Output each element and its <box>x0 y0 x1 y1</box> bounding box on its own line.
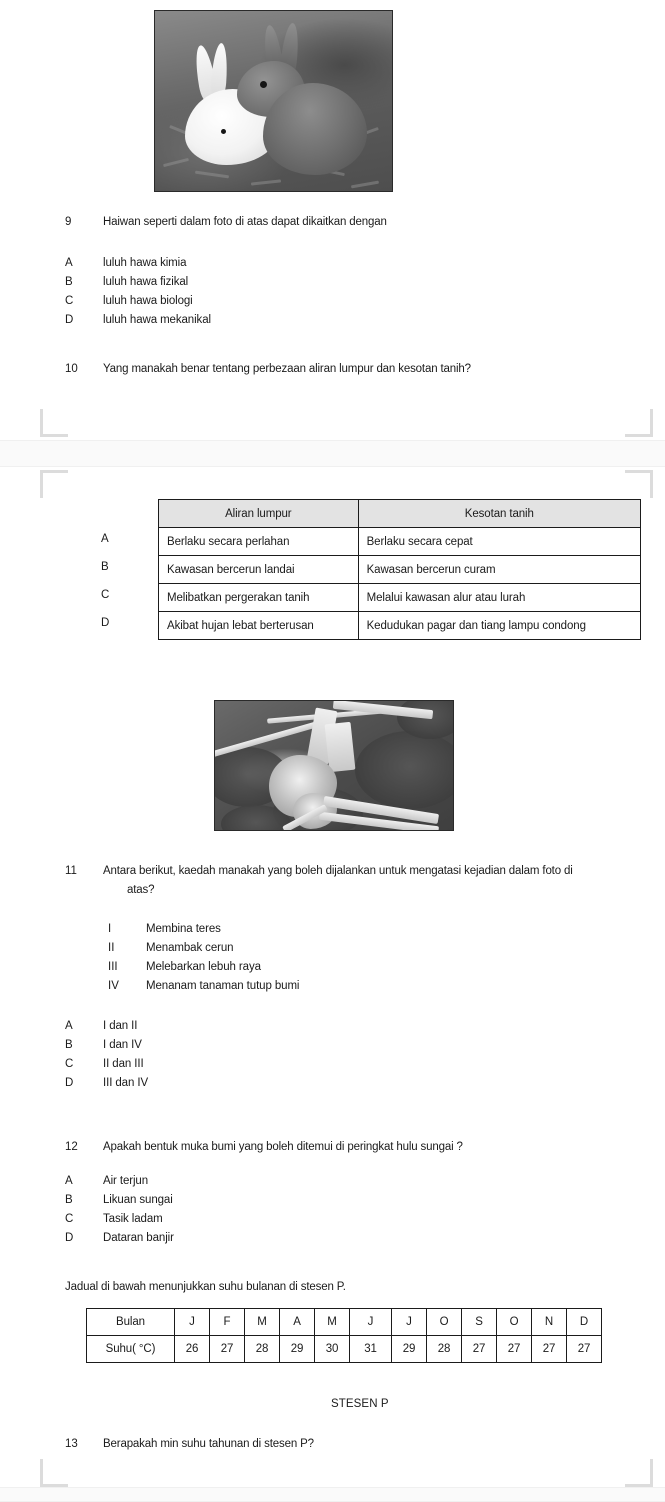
q12-option-C-letter: C <box>65 1213 74 1225</box>
cell-D-kesotan: Kedudukan pagar dan tiang lampu condong <box>358 612 640 640</box>
row-header-suhu: Suhu( °C) <box>87 1336 175 1363</box>
q10-row-label-C: C <box>101 589 110 601</box>
question-9-stem: Haiwan seperti dalam foto di atas dapat dikaitkan dengan <box>103 216 387 228</box>
table-row[interactable] <box>159 556 641 584</box>
temp-cell-4: 29 <box>280 1336 315 1363</box>
q11-statement-II-text: Menambak cerun <box>146 942 234 954</box>
cell-D-aliran: Akibat hujan lebat berterusan <box>159 612 359 640</box>
temp-cell-10: 27 <box>497 1336 532 1363</box>
q9-option-A-text[interactable]: luluh hawa kimia <box>103 257 187 269</box>
q11-option-D-letter: D <box>65 1077 74 1089</box>
q9-option-C-text[interactable]: luluh hawa biologi <box>103 295 193 307</box>
document-page-1 <box>0 0 665 440</box>
q12-option-B-letter: B <box>65 1194 73 1206</box>
page-break-gap-2 <box>0 1487 665 1502</box>
question-11-number: 11 <box>65 865 77 877</box>
q10-row-label-A: A <box>101 533 109 545</box>
q10-row-label-D: D <box>101 617 110 629</box>
q11-option-B-text[interactable]: I dan IV <box>103 1039 142 1051</box>
stesen-p-caption: STESEN P <box>331 1398 389 1410</box>
page-2-crop-mark-top-right <box>625 470 653 498</box>
table-row[interactable] <box>159 584 641 612</box>
q9-option-A-letter: A <box>65 257 73 269</box>
question-11-stem-line-1: Antara berikut, kaedah manakah yang boleh dijalankan untuk mengatasi kejadian dalam foto di <box>103 865 573 877</box>
q11-statement-IV-numeral: IV <box>108 980 119 992</box>
cell-C-kesotan: Melalui kawasan alur atau lurah <box>358 584 640 612</box>
q12-option-C-text[interactable]: Tasik ladam <box>103 1213 163 1225</box>
temp-cell-2: 27 <box>210 1336 245 1363</box>
q11-statement-III-numeral: III <box>108 961 118 973</box>
temp-cell-6: 31 <box>350 1336 392 1363</box>
page-1-crop-mark-bottom-left <box>40 409 68 437</box>
cell-C-aliran: Melibatkan pergerakan tanih <box>159 584 359 612</box>
month-cell-2: F <box>210 1309 245 1336</box>
q11-statement-III-text: Melebarkan lebuh raya <box>146 961 261 973</box>
page-break-gap-1 <box>0 440 665 467</box>
landslide-highway-photo <box>214 700 454 831</box>
question-12-stem: Apakah bentuk muka bumi yang boleh ditemui di peringkat hulu sungai ? <box>103 1141 463 1153</box>
table-row[interactable] <box>159 612 641 640</box>
question-11-stem-line-2: atas? <box>127 884 155 896</box>
month-cell-12: D <box>567 1309 602 1336</box>
page-2-crop-mark-bottom-right <box>625 1459 653 1487</box>
q11-statement-IV-text: Menanam tanaman tutup bumi <box>146 980 300 992</box>
page-2-crop-mark-top-left <box>40 470 68 498</box>
q12-option-D-letter: D <box>65 1232 74 1244</box>
month-cell-11: N <box>532 1309 567 1336</box>
question-10-stem: Yang manakah benar tentang perbezaan aliran lumpur dan kesotan tanih? <box>103 363 471 375</box>
q11-statement-II-numeral: II <box>108 942 115 954</box>
cell-B-aliran: Kawasan bercerun landai <box>159 556 359 584</box>
q12-option-D-text[interactable]: Dataran banjir <box>103 1232 174 1244</box>
q11-option-A-text[interactable]: I dan II <box>103 1020 138 1032</box>
month-cell-8: O <box>427 1309 462 1336</box>
month-cell-6: J <box>350 1309 392 1336</box>
col-header-kesotan-tanih: Kesotan tanih <box>358 500 640 528</box>
question-13-number: 13 <box>65 1438 78 1450</box>
q9-option-D-letter: D <box>65 314 74 326</box>
q11-option-D-text[interactable]: III dan IV <box>103 1077 149 1089</box>
table-header-row <box>159 500 641 528</box>
temp-cell-11: 27 <box>532 1336 567 1363</box>
month-cell-5: M <box>315 1309 350 1336</box>
q9-option-B-text[interactable]: luluh hawa fizikal <box>103 276 189 288</box>
q11-statement-I-text: Membina teres <box>146 923 221 935</box>
month-cell-9: S <box>462 1309 497 1336</box>
q9-option-B-letter: B <box>65 276 73 288</box>
temp-table-value-row <box>87 1336 602 1363</box>
q11-option-C-text[interactable]: II dan III <box>103 1058 144 1070</box>
temp-cell-12: 27 <box>567 1336 602 1363</box>
row-header-bulan: Bulan <box>87 1309 175 1336</box>
q10-row-label-B: B <box>101 561 109 573</box>
temperature-table <box>86 1308 602 1363</box>
rabbits-photo <box>154 10 393 192</box>
cell-A-aliran: Berlaku secara perlahan <box>159 528 359 556</box>
question-12-number: 12 <box>65 1141 78 1153</box>
question-13-stem: Berapakah min suhu tahunan di stesen P? <box>103 1438 314 1450</box>
temp-cell-7: 29 <box>392 1336 427 1363</box>
temp-cell-5: 30 <box>315 1336 350 1363</box>
q12-option-A-text[interactable]: Air terjun <box>103 1175 149 1187</box>
q11-option-A-letter: A <box>65 1020 73 1032</box>
q11-option-B-letter: B <box>65 1039 73 1051</box>
month-cell-3: M <box>245 1309 280 1336</box>
q12-option-B-text[interactable]: Likuan sungai <box>103 1194 173 1206</box>
month-cell-1: J <box>175 1309 210 1336</box>
question-10-number: 10 <box>65 363 78 375</box>
col-header-aliran-lumpur: Aliran lumpur <box>159 500 359 528</box>
q11-statement-I-numeral: I <box>108 923 112 935</box>
temp-cell-9: 27 <box>462 1336 497 1363</box>
temp-table-month-row <box>87 1309 602 1336</box>
q12-option-A-letter: A <box>65 1175 73 1187</box>
temp-cell-1: 26 <box>175 1336 210 1363</box>
temp-cell-3: 28 <box>245 1336 280 1363</box>
page-2-crop-mark-bottom-left <box>40 1459 68 1487</box>
question-13-intro: Jadual di bawah menunjukkan suhu bulanan di stesen P. <box>65 1281 346 1293</box>
q9-option-C-letter: C <box>65 295 74 307</box>
q10-comparison-table <box>158 499 641 640</box>
month-cell-4: A <box>280 1309 315 1336</box>
cell-A-kesotan: Berlaku secara cepat <box>358 528 640 556</box>
question-9-number: 9 <box>65 216 72 228</box>
q11-option-C-letter: C <box>65 1058 74 1070</box>
month-cell-7: J <box>392 1309 427 1336</box>
table-row[interactable] <box>159 528 641 556</box>
page-1-crop-mark-bottom-right <box>625 409 653 437</box>
temp-cell-8: 28 <box>427 1336 462 1363</box>
q9-option-D-text[interactable]: luluh hawa mekanikal <box>103 314 211 326</box>
month-cell-10: O <box>497 1309 532 1336</box>
cell-B-kesotan: Kawasan bercerun curam <box>358 556 640 584</box>
